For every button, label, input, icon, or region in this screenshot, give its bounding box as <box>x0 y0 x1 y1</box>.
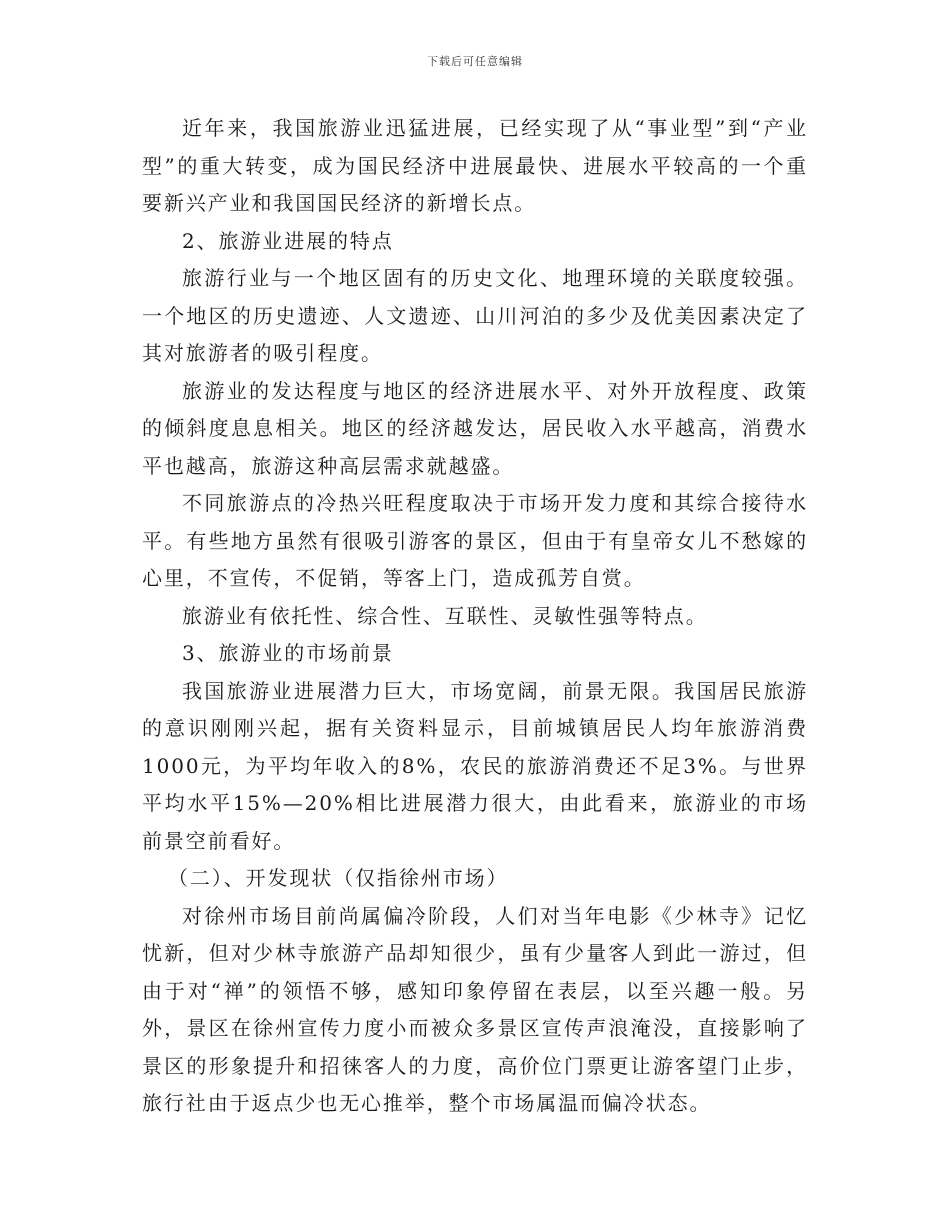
heading-market-prospects: 3、旅游业的市场前景 <box>182 641 394 665</box>
paragraph-market-development: 不同旅游点的冷热兴旺程度取决于市场开发力度和其综合接待水平。有些地方虽然有很吸引游客的景区，但由于有皇帝女儿不愁嫁的心里，不宣传，不促销，等客上门，造成孤芳自赏。 <box>142 491 808 590</box>
section-heading-current-status: （二）、开发现状（仅指徐州市场） <box>168 866 509 890</box>
paragraph-industry-features: 旅游业有依托性、综合性、互联性、灵敏性强等特点。 <box>182 603 708 628</box>
paragraph-economic-development: 旅游业的发达程度与地区的经济进展水平、对外开放程度、政策的倾斜度息息相关。地区的经济越发达，居民收入水平越高，消费水平也越高，旅游这种高层需求就越盛。 <box>142 378 808 478</box>
paragraph-growth-potential: 我国旅游业进展潜力巨大，市场宽阔，前景无限。我国居民旅游的意识刚刚兴起，据有关资料显示，目前城镇居民人均年旅游消费1000元，为平均年收入的8%，农民的旅游消费还不足3%。与世界平均水平15%—20%相比进展潜力很大，由此看来，旅游业的市场前景空前看好。 <box>142 678 808 853</box>
paragraph-xuzhou-market: 对徐州市场目前尚属偏冷阶段，人们对当年电影《少林寺》记忆忧新，但对少林寺旅游产品却知很少，虽有少量客人到此一游过，但由于对“禅”的领悟不够，感知印象停留在表层，以至兴趣一般。另外，景区在徐州宣传力度小而被众多景区宣传声浪淹没，直接影响了景区的形象提升和招徕客人的力度，高价位门票更让游客望门止步，旅行社由于返点少也无心推举，整个市场属温而偏冷状态。 <box>142 903 808 1115</box>
document-body <box>142 110 808 1123</box>
paragraph-industry-transformation: 近年来，我国旅游业迅猛进展，已经实现了从“事业型”到“产业型”的重大转变，成为国民经济中进展最快、进展水平较高的一个重要新兴产业和我国国民经济的新增长点。 <box>142 116 808 215</box>
page-header: 下载后可任意编辑 <box>427 55 523 68</box>
heading-tourism-characteristics: 2、旅游业进展的特点 <box>182 228 394 253</box>
paragraph-regional-relevance: 旅游行业与一个地区固有的历史文化、地理环境的关联度较强。一个地区的历史遗迹、人文遗迹、山川河泊的多少及优美因素决定了其对旅游者的吸引程度。 <box>142 266 808 365</box>
